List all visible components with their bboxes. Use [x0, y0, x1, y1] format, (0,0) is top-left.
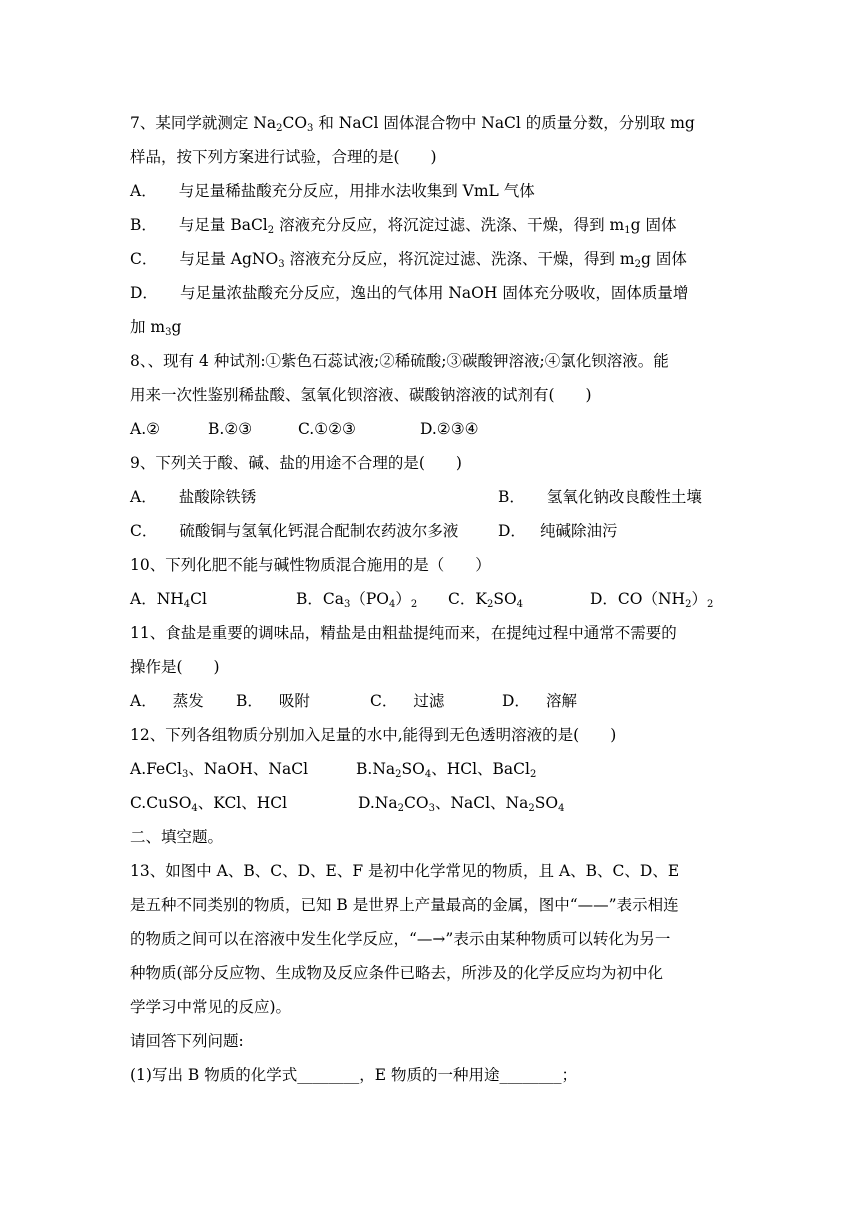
q7-stem-line1: 7、某同学就测定 $Na_2CO_3$ 和 NaCl 固体混合物中 NaCl 的质量分数，分别取 mg	[130, 114, 695, 134]
section-heading: 二、填空题。	[130, 828, 224, 846]
q10-option-a: A．$NH_4Cl$	[130, 590, 207, 610]
q7-option-d-continued: 加 $m_3g$	[130, 318, 182, 338]
q7-option-c: C． 与足量 AgNO$_3$ 溶液充分反应，将沉淀过滤、洗涤、干燥，得到 $m_2g$ 固体	[130, 250, 687, 270]
q13-line6: 请回答下列问题:	[130, 1032, 244, 1050]
q9-option-c: C． 硫酸铜与氢氧化钙混合配制农药波尔多液	[130, 522, 459, 540]
q8-option-b: B.②③	[208, 420, 253, 438]
q12-option-c: C.CuSO$_4$、KCl、HCl	[130, 794, 288, 814]
q11-option-a: A． 蒸发	[130, 692, 204, 710]
q13-line7: (1)写出 B 物质的化学式________，E 物质的一种用途________；	[130, 1066, 577, 1084]
q10-option-c: C．$K_2SO_4$	[448, 590, 524, 610]
q8-option-a: A.②	[130, 420, 161, 438]
q10-option-d: D．$CO(NH_2)_2$	[590, 590, 714, 610]
q9-option-b: B． 氢氧化钠改良酸性土壤	[498, 488, 702, 506]
q11-stem-line2: 操作是( )	[130, 658, 220, 676]
q11-option-b: B． 吸附	[236, 692, 310, 710]
q13-line2: 是五种不同类别的物质，已知 B 是世界上产量最高的金属，图中“——”表示相连	[130, 896, 679, 914]
q12-option-b: $B.Na_2SO_4$、HCl、BaCl$_2$	[356, 760, 537, 780]
q10-option-b: B．$Ca_3(PO_4)_2$	[296, 590, 418, 610]
q12-option-d: $D.Na_2CO_3$、NaCl、$Na_2SO_4$	[358, 794, 565, 814]
q11-stem-line1: 11、食盐是重要的调味品，精盐是由粗盐提纯而来，在提纯过程中通常不需要的	[130, 624, 677, 642]
q9-option-a: A． 盐酸除铁锈	[130, 488, 257, 506]
q7-option-b: B． 与足量 BaCl$_2$ 溶液充分反应，将沉淀过滤、洗涤、干燥，得到 $m_1g$ 固体	[130, 216, 677, 236]
q7-option-a: A． 与足量稀盐酸充分反应，用排水法收集到 VmL 气体	[130, 182, 535, 200]
q11-option-d: D． 溶解	[502, 692, 577, 710]
q12-stem: 12、下列各组物质分别加入足量的水中,能得到无色透明溶液的是( )	[130, 726, 617, 744]
q13-line1: 13、如图中 A、B、C、D、E、F 是初中化学常见的物质，且 A、B、C、D、E	[130, 862, 680, 880]
q7-option-d: D． 与足量浓盐酸充分反应，逸出的气体用 NaOH 固体充分吸收，固体质量增	[130, 284, 689, 302]
q8-stem-line2: 用来一次性鉴别稀盐酸、氢氧化钡溶液、碳酸钠溶液的试剂有( )	[130, 386, 592, 404]
q9-stem: 9、下列关于酸、碱、盐的用途不合理的是( )	[130, 454, 462, 472]
q8-stem-line1: 8、、现有 4 种试剂:①紫色石蕊试液;②稀硫酸;③碳酸钾溶液;④氯化钡溶液。能	[130, 352, 669, 370]
q13-line5: 学学习中常见的反应)。	[130, 998, 292, 1016]
q13-line3: 的物质之间可以在溶液中发生化学反应，“—→”表示由某种物质可以转化为另一	[130, 930, 671, 948]
q13-line4: 种物质(部分反应物、生成物及反应条件已略去，所涉及的化学反应均为初中化	[130, 964, 664, 982]
q11-option-c: C． 过滤	[370, 692, 445, 710]
q8-option-c: C.①②③	[298, 420, 356, 438]
q12-option-a: A.FeCl$_3$、NaOH、NaCl	[130, 760, 309, 780]
q9-option-d: D． 纯碱除油污	[498, 522, 618, 540]
q7-stem-line2: 样品，按下列方案进行试验，合理的是( )	[130, 148, 437, 166]
q10-stem: 10、下列化肥不能与碱性物质混合施用的是（ ）	[130, 556, 491, 574]
q8-option-d: D.②③④	[420, 420, 479, 438]
